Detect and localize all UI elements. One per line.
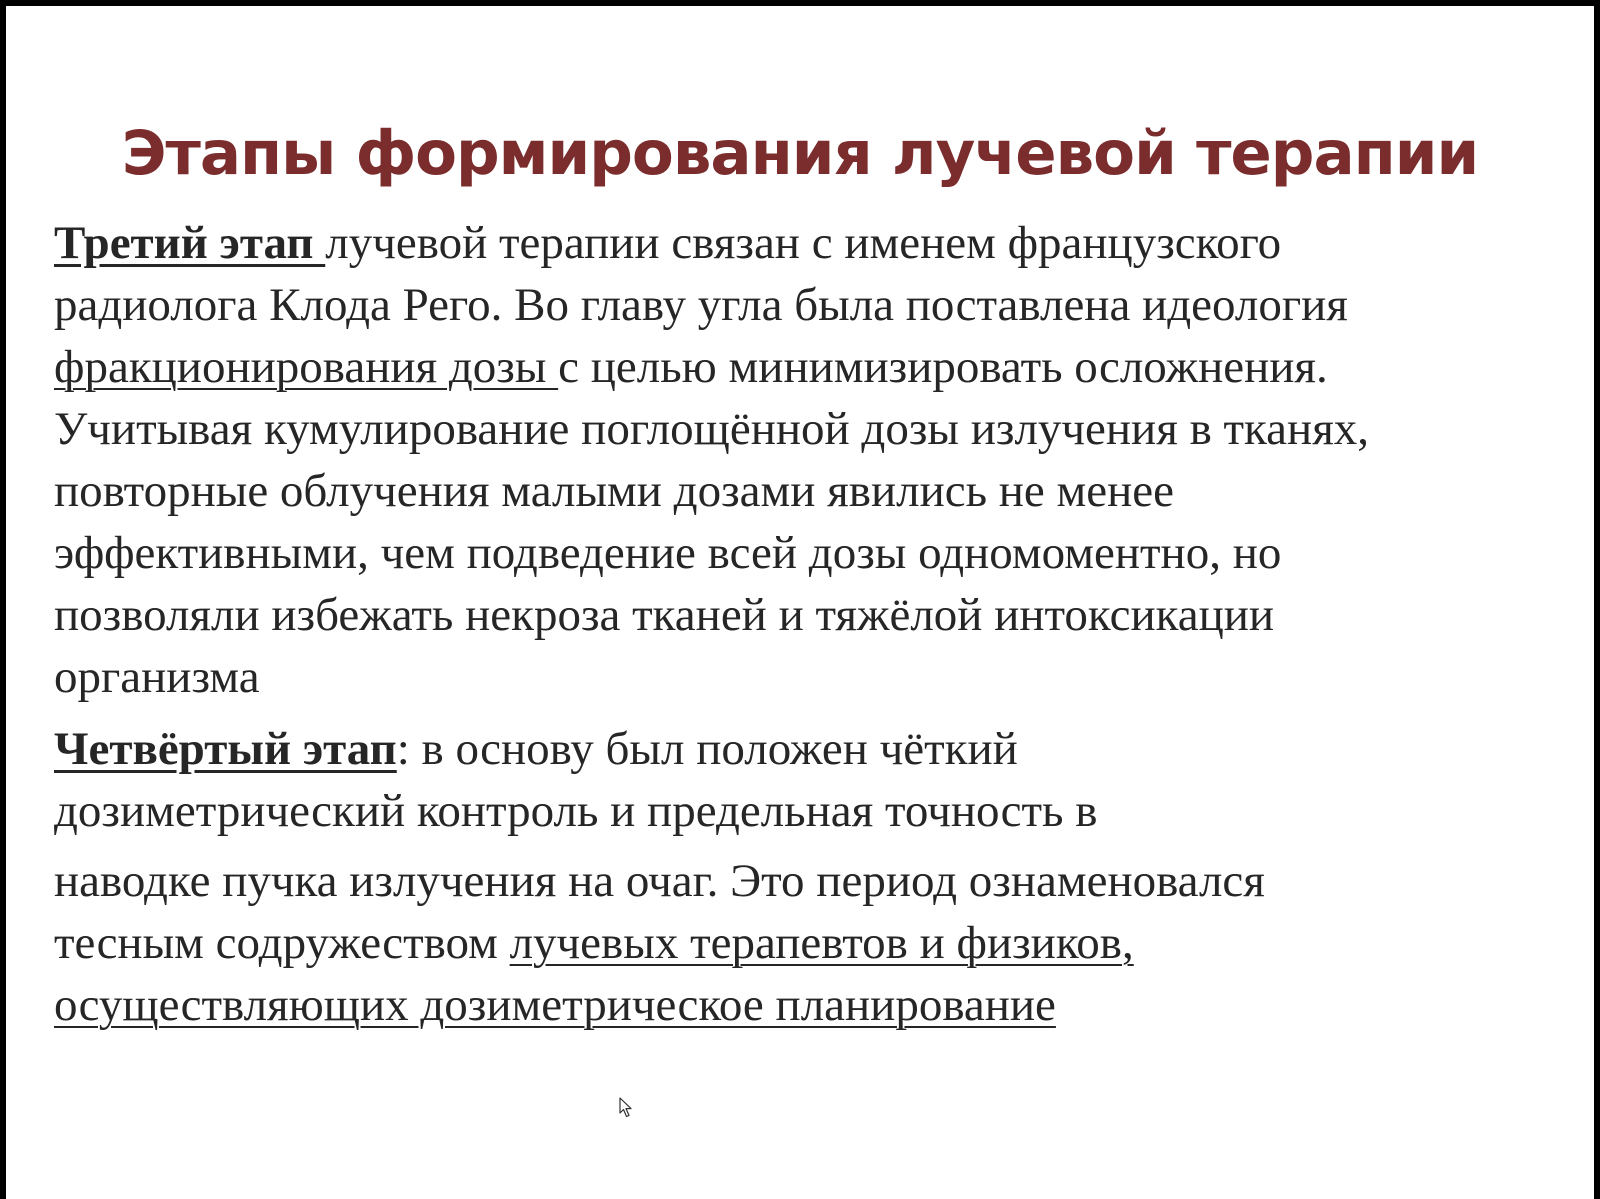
line-text: радиолога Клода Рего. Во главу угла была поставлена идеология — [54, 279, 1348, 331]
text-line — [54, 850, 1574, 912]
text-line — [54, 974, 1574, 1036]
text-line — [54, 460, 1574, 522]
line-text: Учитывая кумулирование поглощённой дозы излучения в тканях, — [54, 403, 1370, 455]
line-text: наводке пучка излучения на очаг. Это период ознаменовался — [54, 855, 1265, 907]
slide-body — [54, 212, 1574, 1036]
text-line — [54, 780, 1574, 842]
text-line — [54, 584, 1574, 646]
underlined-phrase: осуществляющих дозиметрическое планирование — [54, 979, 1056, 1031]
fourth-stage-heading: Четвёртый этап — [54, 723, 397, 775]
underlined-phrase: фракционирования дозы — [54, 341, 559, 393]
line-text: позволяли избежать некроза тканей и тяжёлой интоксикации — [54, 589, 1275, 641]
line-text: тесным содружеством — [54, 917, 510, 969]
mouse-pointer-icon — [619, 1097, 633, 1119]
slide — [6, 6, 1594, 1199]
line-text: : в основу был положен чёткий — [396, 723, 1018, 775]
line-text: организма — [54, 651, 260, 703]
text-line — [54, 274, 1574, 336]
text-line — [54, 912, 1574, 974]
text-line — [54, 336, 1574, 398]
underlined-phrase: лучевых терапевтов и физиков, — [509, 917, 1134, 969]
line-text: эффективными, чем подведение всей дозы одномоментно, но — [54, 527, 1282, 579]
line-text: повторные облучения малыми дозами явились не менее — [54, 465, 1175, 517]
text-line — [54, 522, 1574, 584]
line-text: с целью минимизировать осложнения. — [558, 341, 1328, 393]
text-line — [54, 398, 1574, 460]
slide-title: Этапы формирования лучевой терапии — [121, 118, 1479, 189]
line-text: дозиметрический контроль и предельная точность в — [54, 785, 1098, 837]
line-text: лучевой терапии связан с именем французского — [325, 217, 1282, 269]
third-stage-heading: Третий этап — [54, 217, 326, 269]
text-line — [54, 212, 1574, 274]
text-line — [54, 718, 1574, 780]
text-line — [54, 646, 1574, 708]
